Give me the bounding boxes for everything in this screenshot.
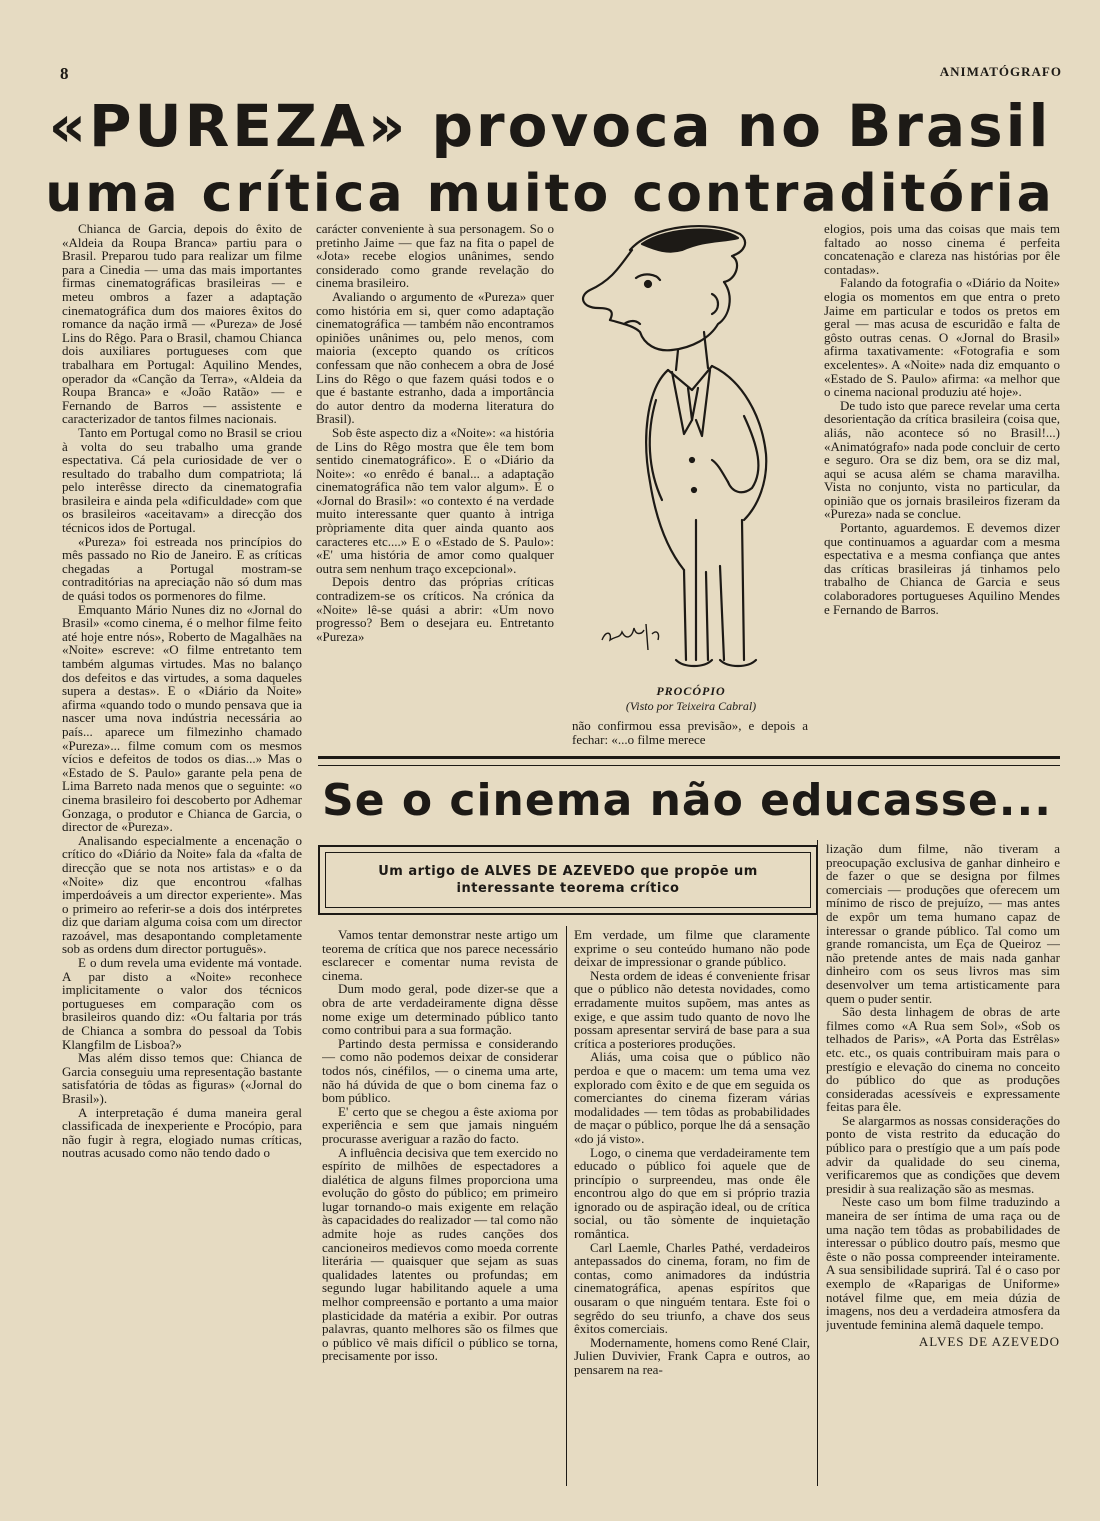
article-paragraph: Aliás, uma coisa que o público não perdoa e que o macem: um tema uma vez explorado com êxito e de que em seguida os comerciantes do cinema fizeram várias modalidades — tem tôdas as probabilidades de maçar o público, porque lhe dá a sensação «do já visto».	[574, 1049, 810, 1146]
article2-column-c	[826, 842, 1060, 1484]
article1-column-4	[824, 222, 1060, 752]
section-divider-rule	[318, 756, 1060, 766]
article2-column-b	[574, 928, 810, 1484]
article-paragraph: Modernamente, homens como René Clair, Julien Duvivier, Frank Capra e outros, ao pensarem na rea-	[574, 1334, 810, 1377]
article-paragraph: São desta linhagem de obras de arte filmes como «A Rua sem Sol», «Sob os telhados de Paris», «A Porta das Estrêlas» etc. etc., os quais contribuiram mais para o prestígio e elevação do cinema no conceito do público do que as produções consideradas acessíveis e expressamente feitas para êle.	[826, 1004, 1060, 1115]
subtitle-box-inner	[325, 852, 811, 908]
caricature-caption	[572, 684, 810, 714]
article-paragraph: A interpretação é duma maneira geral classificada de inexperiente e Procópio, para não fugir à regra, elogiado numas críticas, noutras acusado como não tendo dado o	[62, 1104, 302, 1161]
article-paragraph: E o dum revela uma evidente má vontade. A par disto a «Noite» reconhece implicitamente o valor dos técnicos portugueses em comparação com os brasileiros quando diz: «Ou faltaria por trás de Chianca a sombra do pessoal da Tobis Klangfilm de Lisboa?»	[62, 955, 302, 1052]
subtitle-text: Um artigo de ALVES DE AZEVEDO que propõe um interessante teorema crítico	[378, 864, 758, 896]
caption-name: PROCÓPIO	[656, 684, 726, 698]
caricature-figure	[583, 226, 766, 666]
article-paragraph: Analisando especialmente a encenação o crítico do «Diário da Noite» fala da «falta de direcção que se nota nos artistas» e o da «Noite» diz que encontrou «falhas imperdoáveis a um director experiente». Mas o primeiro ao referir-se a dois dos intérpretes diz que dariam alguma coisa com um director razoável, mas desapontando completamente sob as ordens dum director português».	[62, 832, 302, 957]
procopio-caricature	[572, 220, 810, 685]
column-divider	[817, 840, 818, 1486]
article2-column-a	[322, 928, 558, 1484]
article-paragraph: E' certo que se chegou a êste axioma por experiência e sem que jamais ninguém procurasse averiguar a razão do facto.	[322, 1103, 558, 1146]
article-paragraph: De tudo isto que parece revelar uma certa desorientação da crítica brasileira (coisa que, aliás, não acontece só no Brasil!...) «Animatógrafo» nada pode concluir de certo e seguro. Ora se diz bem, ora se diz mal, aqui se acusa além se chama maravilha. Vista no conjunto, vista no particular, da opinião que os jornais brasileiros fizeram da «Pureza» nada se conclue.	[824, 397, 1060, 522]
article-paragraph: Dum modo geral, pode dizer-se que a obra de arte verdadeiramente digna dêsse nome exige um determinado público tanto como contribui para a sua formação.	[322, 981, 558, 1038]
magazine-masthead: ANIMATÓGRAFO	[939, 64, 1062, 79]
article-paragraph: Carl Laemle, Charles Pathé, verdadeiros antepassados do cinema, foram, no fim de contas, como animadores da indústria cinematográfica, apenas espíritos que ousaram o que ninguém tentara. Este foi o segrêdo do seu triunfo, a chave dos seus êxitos comerciais.	[574, 1239, 810, 1337]
article-paragraph: lização dum filme, não tiveram a preocupação exclusiva de ganhar dinheiro e de fazer o que se designa por filmes comerciais — produções que oferecem um mínimo de risco de prejuízo, — mas antes de expôr um tema humano capaz de interessar o grande público. Tal como um grande romancista, um Eça de Queiroz — não pretende antes de mais nada ganhar dinheiro com os seus livros mas sim desenvolver um tema artisticamente para quem o puder sentir.	[826, 842, 1060, 1006]
main-headline	[30, 92, 1070, 228]
article-paragraph: Portanto, aguardemos. E devemos dizer que continuamos a aguardar com a mesma espectativa e a mesma confiança que antes das críticas brasileiras já tinhamos pelo trabalho de Chianca de Garcia e seus colaboradores portugueses Aquilino Mendes e Fernando de Barros.	[824, 520, 1060, 617]
article1-column-3	[572, 719, 808, 749]
article1-column-2	[316, 222, 554, 752]
article2-headline: Se o cinema não educasse...	[322, 775, 1052, 826]
article-paragraph: Depois dentro das próprias críticas contradizem-se os críticos. Na crónica da «Noite» lê-se quási a abrir: «Um novo progresso? Bem o desejara eu. Entretanto «Pureza»	[316, 574, 554, 644]
article1-column-1	[62, 222, 302, 1484]
article-paragraph: Avaliando o argumento de «Pureza» quer como história em si, quer como adaptação cinematográfica — também não encontramos opiniões unânimes ou, pelo menos, com maioria (excepto quando os críticos confessam que não conhecem a obra de José Lins do Rêgo o que fazem quási todos e o que é bastante estranho, dada a importância do autor dentro da moderna literatura do Brasil).	[316, 288, 554, 427]
article-paragraph: carácter conveniente à sua personagem. So o pretinho Jaime — que faz na fita o papel de «Jota» recebe elogios unânimes, sendo considerado como grande revelação do cinema brasileiro.	[316, 222, 554, 291]
subtitle-box	[318, 845, 818, 915]
article-paragraph: Falando da fotografia o «Diário da Noite» elogia os momentos em que entra o preto Jaime em particular e todos os pretos em geral — mas acusa de escuridão e falta de gôsto outras cenas. O «Jornal do Brasil» afirma taxativamente: «Fotografia e som excelentes». A «Noite» nada diz emquanto o «Estado de S. Paulo» afirma: «a melhor que o cinema nacional produziu até hoje».	[824, 275, 1060, 400]
article-paragraph: Partindo desta permissa e considerando — como não podemos deixar de considerar todos nós, cinéfilos, — o cinema uma arte, não há dúvida de que o bom cinema faz o bom público.	[322, 1035, 558, 1106]
headline-line-2: uma crítica muito contraditória	[45, 164, 1055, 224]
article-paragraph: Chianca de Garcia, depois do êxito de «Aldeia da Roupa Branca» partiu para o Brasil. Preparou tudo para realizar um filme para a Cinedia — uma das mais importantes firmas cinematográficas brasileiras — e meteu ombros a fazer a adaptação cinematográfica dum dos maiores êxitos do romance da nação irmã — «Pureza» de José Lins do Rêgo. Para o Brasil, chamou Chianca dois auxiliares portugueses com que trabalhara em Portugal: Aquilino Mendes, operador da «Canção da Terra», «Aldeia da Roupa Branca» e «João Ratão» — e Fernando de Barros — assistente e caracterizador de tantos filmes nacionais.	[62, 222, 302, 427]
article-paragraph: não confirmou essa previsão», e depois a fechar: «...o filme merece	[572, 719, 808, 747]
article-paragraph: Mas além disso temos que: Chianca de Garcia conseguiu uma representação bastante satisfatória de tôdas as figuras» («Jornal do Brasil»).	[62, 1050, 302, 1106]
artist-signature-mark	[602, 624, 659, 650]
article-paragraph: Se alargarmos as nossas considerações do ponto de vista restrito da educação do público para o prestígio que a um país pode advir da qualidade do seu cinema, verificaremos que as condições que devem presidir à sua realização são as mesmas.	[826, 1112, 1060, 1196]
article-paragraph: Logo, o cinema que verdadeiramente tem educado o público foi aquele que de princípio o surpreendeu, mas onde êle encontrou algo do que em si próprio trazia ignorado ou de aspiração ideal, ou de crítica social, ou tão sòmente de inquietação romântica.	[574, 1144, 810, 1242]
article-paragraph: Neste caso um bom filme traduzindo a maneira de ser íntima de uma raça ou de uma nação tem tôdas as probabilidades de interessar o público doutro país, mesmo que êste o não possa compreender inteiramente. A sua sensibilidade suprirá. Tal é o caso por exemplo de «Raparigas de Uniforme» notável filme que, em meia dúzia de imagens, nos deu a verdadeira atmosfera da juventude feminina alemã daquele tempo.	[826, 1194, 1060, 1332]
article-paragraph: Em verdade, um filme que claramente exprime o seu conteúdo humano não pode deixar de impressionar o grande público.	[574, 928, 810, 970]
author-signature: ALVES DE AZEVEDO	[918, 1334, 1060, 1350]
article-paragraph: A influência decisiva que tem exercido no espírito de milhões de espectadores a dialética de alguns filmes proporciona uma evolução do gôsto do público; em primeiro lugar tornando-o mais exigente em relação às capacidades do realizador — tal como não admite hoje as rudes canções dos cancioneiros medievos como moeda corrente literária — quaisquer que sejam as suas qualidades latentes ou profundas; em segundo lugar habilitando aquele a uma melhor compreensão e portanto a uma maior plasticidade da matéria a exibir. Por outras palavras, quanto melhores são os filmes que o público vê mais difícil o público se torna, precisamente por isso.	[322, 1144, 558, 1364]
article-paragraph: Sob êste aspecto diz a «Noite»: «a história de Lins do Rêgo mostra que êle tem bom sentido cinematográfico». E o «Diário da Noite»: «o enrêdo é banal... a adaptação cinematográfica não tem valor algum». E o «Jornal do Brasil»: «o contexto é na verdade muito interessante quer quanto à intriga pròpriamente dita quer ainda quanto aos caracteres etc....» E o «Estado de S. Paulo»: «E' uma história de amor como qualquer outra sem nenhum traço excepcional».	[316, 424, 554, 576]
headline-line-1: «PUREZA» provoca no Brasil	[48, 92, 1052, 160]
column-divider	[566, 926, 567, 1486]
page-number: 8	[60, 64, 69, 83]
caption-credit: (Visto por Teixeira Cabral)	[625, 699, 757, 713]
article-paragraph: Emquanto Mário Nunes diz no «Jornal do Brasil» «como cinema, é o melhor filme feito até hoje entre nós», Roberto de Magalhães na «Noite» escreve: «O filme entretanto tem também algumas virtudes. Mas no balanço dos defeitos e das virtudes, a soma daqueles supera a destas». E o «Diário da Noite» afirma «quando todo o mundo pensava que ia nascer uma nova indústria necessária ao país... aparece um filmezinho chamado «Pureza»... filme comum com os mesmos vícios e defeitos de todos os dias...» Mas o «Estado de S. Paulo» garante pela pena de Lima Barreto nada menos que o seguinte: «o cinema brasileiro foi descoberto por Adhemar Gonzaga, o produtor e Chianca de Garcia, o director de «Pureza».	[62, 601, 302, 835]
article-paragraph: Tanto em Portugal como no Brasil se criou à volta do seu trabalho uma grande espectativa. Cá pela curiosidade de ver o resultado do trabalho dum compatriota; lá pelo interêsse directo da cinematografia brasileira e ainda pela «dificuldade» com que os brasileiros «aceitavam» a direcção dos técnicos idos de Portugal.	[62, 424, 302, 536]
article-paragraph: «Pureza» foi estreada nos princípios do mês passado no Rio de Janeiro. E as críticas chegadas a Portugal mostram-se contraditórias na apreciação não só dum mas de quási todos os pormenores do filme.	[62, 533, 302, 604]
article-paragraph: Nesta ordem de ideas é conveniente frisar que o público não detesta novidades, como erradamente muitos supõem, mas antes as exige, e que assim tudo quanto de novo lhe possam apresentar servirá de base para a sua crítica a posteriores produções.	[574, 967, 810, 1051]
article-paragraph: elogios, pois uma das coisas que mais tem faltado ao nosso cinema é perfeita concatenação e clareza nas histórias por êle contadas».	[824, 222, 1060, 277]
article-paragraph: Vamos tentar demonstrar neste artigo um teorema de crítica que nos parece necessário esclarecer e comentar numa revista de cinema.	[322, 928, 558, 983]
